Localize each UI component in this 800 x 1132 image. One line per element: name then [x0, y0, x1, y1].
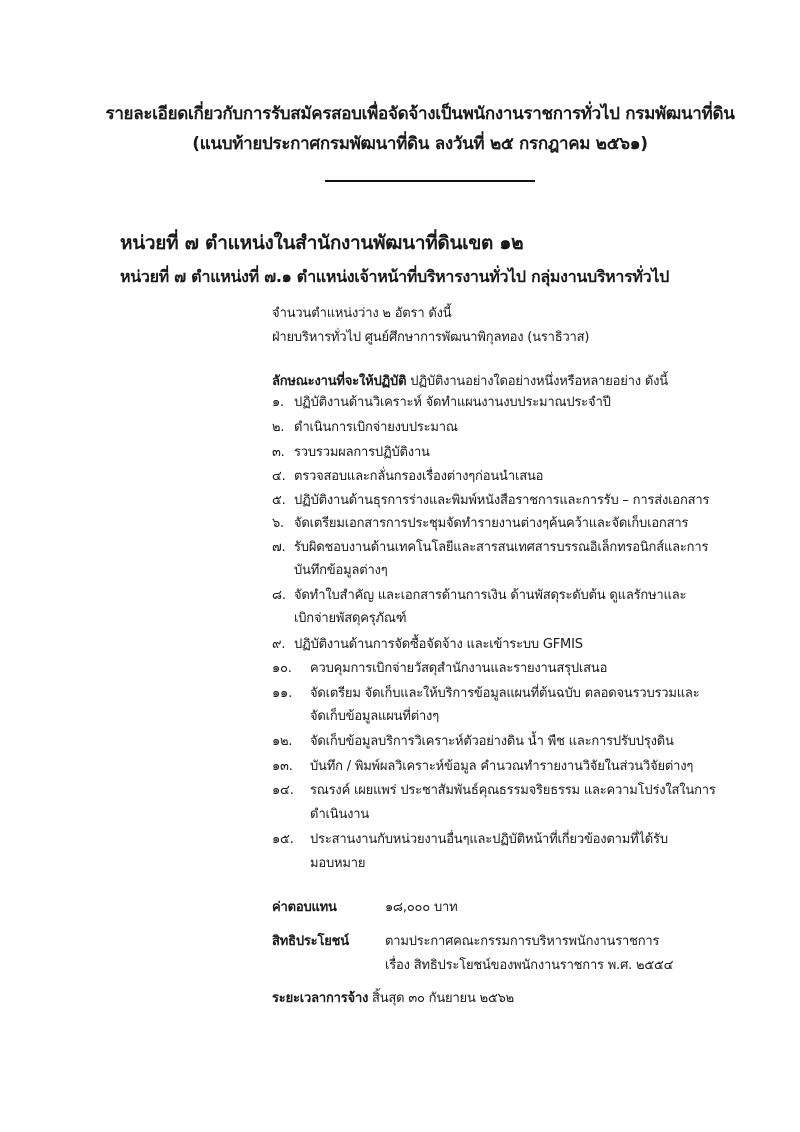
duties-intro	[272, 370, 668, 391]
document-title-line1: รายละเอียดเกี่ยวกับการรับสมัครสอบเพื่อจัดจ้างเป็นพนักงานราชการทั่วไป กรมพัฒนาที่ดิน	[105, 104, 735, 124]
document-page: รายละเอียดเกี่ยวกับการรับสมัครสอบเพื่อจัดจ้างเป็นพนักงานราชการทั่วไป กรมพัฒนาที่ดิน (แนบท้ายประกาศกรมพัฒนาที่ดิน ลงวันที่ ๒๕ กรกฎาคม ๒๕๖๑) หน่วยที่ ๗ ตำแหน่งในสำนักงานพัฒนาที่ดินเขต ๑๒ หน่วยที่ ๗ ตำแหน่งที่ ๗.๑ ตำแหน่งเจ้าหน้าที่บริหารงานทั่วไป กลุ่มงานบริหารทั่วไป จำนวนตำแหน่งว่าง ๒ อัตรา ดังนี้ ฝ่ายบริหารทั่วไป ศูนย์ศึกษาการพัฒนาพิกุลทอง (นราธิวาส) ลักษณะงานที่จะให้ปฏิบัติ ปฏิบัติงานอย่างใดอย่างหนึ่งหรือหลายอย่าง ดังนี้ ๑. ปฏิบัติงานด้านวิเคราะห์ จัดทำแผนงานงบประมาณประจำปี ๒. ดำเนินการเบิกจ่ายงบประมาณ ๓. รวบรวมผลการปฏิบัติงาน ๔. ตรวจสอบและกลั่นกรองเรื่องต่างๆก่อนนำเสนอ ๕. ปฏิบัติงานด้านธุรการร่างและพิมพ์หนังสือราชการและการรับ – การส่งเอกสาร ๖. จัดเตรียมเอกสารการประชุมจัดทำรายงานต่างๆค้นคว้าและจัดเก็บเอกสาร ๗. รับผิดชอบงานด้านเทคโนโลยีและสารสนเทศสารบรรณอิเล็กทรอนิกส์และการ บันทึกข้อมูลต่างๆ ๘. จัดทำใบสำคัญ และเอกสารด้านการเงิน ด้านพัสดุระดับต้น ดูแลรักษาและ เบิกจ่ายพัสดุครุภัณฑ์ ๙. ปฏิบัติงานด้านการจัดซื้อจัดจ้าง และเข้าระบบ GFMIS ๑๐. ควบคุมการเบิกจ่ายวัสดุสำนักงานและรายงานสรุปเสนอ ๑๑. จัดเตรียม จัดเก็บและให้บริการข้อมูลแผนที่ต้นฉบับ ตลอดจนรวบรวมและ จัดเก็บข้อมูลแผนที่ต่างๆ ๑๒. จัดเก็บข้อมูลบริการวิเคราะห์ตัวอย่างดิน น้ำ พืช และการปรับปรุงดิน ๑๓. บันทึก / พิมพ์ผลวิเคราะห์ข้อมูล คำนวณทำรายงานวิจัยในส่วนวิจัยต่างๆ ๑๔. รณรงค์ เผยแพร่ ประชาสัมพันธ์คุณธรรมจริยธรรม และความโปร่งใสในการ ดำเนินงาน ๑๕. ประสานงานกับหน่วยงานอื่นๆและปฏิบัติหน้าที่เกี่ยวข้องตามที่ได้รับ มอบหมาย ค่าตอบแทน ๑๘,๐๐๐ บาท สิทธิประโยชน์ ตามประกาศคณะกรรมการบริหารพนักงานราชการ เรื่อง สิทธิประโยชน์ของพนักงานราชการ พ.ศ. ๒๕๕๔ ระยะเวลาการจ้าง สิ้นสุด ๓๐ กันยายน ๒๕๖๒	[0, 0, 800, 1132]
title-divider	[325, 180, 535, 182]
document-title-line2: (แนบท้ายประกาศกรมพัฒนาที่ดิน ลงวันที่ ๒๕ กรกฎาคม ๒๕๖๑)	[192, 134, 648, 154]
benefits-line2: เรื่อง สิทธิประโยชน์ของพนักงานราชการ พ.ศ. ๒๕๕๔	[385, 958, 674, 973]
benefits-label: สิทธิประโยชน์	[272, 934, 349, 949]
benefits-line1: ตามประกาศคณะกรรมการบริหารพนักงานราชการ	[385, 934, 660, 949]
unit-heading: หน่วยที่ ๗ ตำแหน่งในสำนักงานพัฒนาที่ดินเขต ๑๒	[120, 232, 524, 254]
employment-period-label: ระยะเวลาการจ้าง	[272, 991, 369, 1006]
department-line: ฝ่ายบริหารทั่วไป ศูนย์ศึกษาการพัฒนาพิกุลทอง (นราธิวาส)	[272, 330, 590, 345]
compensation-label: ค่าตอบแทน	[272, 900, 337, 915]
position-heading: หน่วยที่ ๗ ตำแหน่งที่ ๗.๑ ตำแหน่งเจ้าหน้าที่บริหารงานทั่วไป กลุ่มงานบริหารทั่วไป	[120, 267, 669, 286]
vacancy-line: จำนวนตำแหน่งว่าง ๒ อัตรา ดังนี้	[272, 306, 452, 321]
employment-period-value: สิ้นสุด ๓๐ กันยายน ๒๕๖๒	[372, 991, 515, 1006]
duties-label: ลักษณะงานที่จะให้ปฏิบัติ	[272, 374, 407, 389]
compensation-value: ๑๘,๐๐๐ บาท	[385, 900, 458, 915]
duties-intro-text: ปฏิบัติงานอย่างใดอย่างหนึ่งหรือหลายอย่าง ดังนี้	[406, 374, 668, 389]
